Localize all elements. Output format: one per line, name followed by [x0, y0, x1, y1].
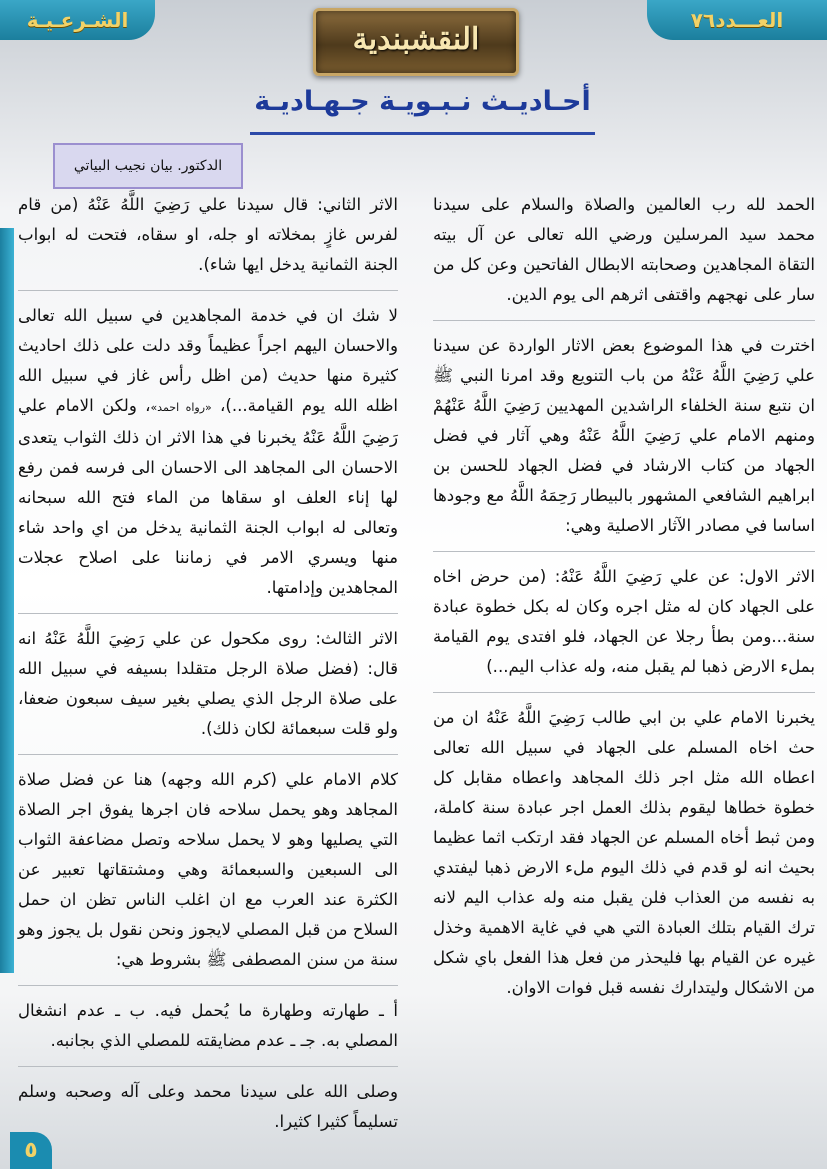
section-tab: الشـرعـيـة: [0, 0, 155, 40]
divider: [18, 290, 398, 291]
magazine-logo: النقشبندية: [313, 8, 519, 76]
divider: [18, 613, 398, 614]
article-title: أحـاديـث نـبـويـة جـهـاديـة: [254, 86, 591, 117]
divider: [18, 1066, 398, 1067]
intro-paragraph: الحمد لله رب العالمين والصلاة والسلام على سيدنا محمد سيد المرسلين ورضي الله تعالى عن آل بيته التقاة المجاهدين وصحابته الابطال الفاتحين وعن كل من سار على نهجهم واقتفى اثرهم الى يوم الدين.: [433, 195, 815, 304]
explanation-text-a: لا شك ان في خدمة المجاهدين في سبيل الله تعالى والاحسان اليهم اجراً عظيماً وقد دلت على ذلك احاديث كثيرة منها حديث (من اظل رأس غاز في سبيل الله اظله الله يوم القيامة...)،: [18, 306, 399, 415]
second-athar-explanation: [18, 301, 398, 613]
issue-tab: العـــدد٧٦: [647, 0, 827, 40]
right-column: [433, 190, 815, 1013]
page-number: ٥: [10, 1132, 52, 1169]
side-accent-bar: [0, 228, 14, 973]
divider: [433, 692, 815, 693]
divider: [18, 754, 398, 755]
hadith-reference: «رواه احمد»: [150, 401, 212, 414]
sources-paragraph: اخترت في هذا الموضوع بعض الاثار الواردة عن سيدنا علي رَضِيَ اللَّهُ عَنْهُ من باب التنويع وقد امرنا النبي ﷺ ان نتبع سنة الخلفاء الراشدين المهديين رَضِيَ اللَّهُ عَنْهُمْ ومنهم الامام علي رَضِيَ اللَّهُ عَنْهُ وهي آثار في فضل الجهاد من كتاب الارشاد في فضل الجهاد للحسن بن ابراهيم الشافعي المشهور بالبيطار رَحِمَهُ اللَّهُ مع وجودها اساسا في مصادر الآثار الاصلية وهي:: [433, 336, 815, 535]
explanation-text-b: ، ولكن الامام علي رَضِيَ اللَّهُ عَنْهُ يخبرنا في هذا الاثر ان ذلك الثواب يتعدى الاحسان الى المجاهد الى الاحسان الى فرسه فمن رفع لها إناء العلف او سقاها من الماء فتح الله سبحانه وتعالى له ابواب الجنة الثمانية يدخل من اي واحد شاء منها ويسري الامر في زماننا على اصلاح عجلات المجاهدين وإدامتها.: [18, 396, 398, 597]
title-underline: [250, 132, 595, 135]
first-athar-paragraph: الاثر الاول: عن علي رَضِيَ اللَّهُ عَنْهُ: (من حرض اخاه على الجهاد كان له مثل اجره وكان له بكل خطوة عبادة سنة...ومن بطأ رجلا عن الجهاد، فلو افتدى يوم القيامة بملء الارض ذهبا لم يقبل منه، وله عذاب اليم...): [433, 567, 815, 676]
conditions-list: أ ـ طهارته وطهارة ما يُحمل فيه. ب ـ عدم انشغال المصلي به. جـ ـ عدم مضايقته للمصلي الذي بجانبه.: [18, 1001, 398, 1050]
third-athar-explanation: كلام الامام علي (كرم الله وجهه) هنا عن فضل صلاة المجاهد وهو يحمل سلاحه فان اجرها يفوق اجر الصلاة التي يصليها وهو لا يحمل سلاحه وتصل مضاعفة الثواب الى السبعين والسبعمائة وهي ومشتقاتها تعبير عن الكثرة عند العرب مع ان اغلب الناس تظن ان حمل السلاح من قبل المصلي لايجوز ونحن نقول بل يجوز وهو سنة من سنن المصطفى ﷺ بشروط هي:: [18, 770, 398, 969]
divider: [433, 320, 815, 321]
divider: [433, 551, 815, 552]
first-athar-explanation: يخبرنا الامام علي بن ابي طالب رَضِيَ اللَّهُ عَنْهُ ان من حث اخاه المسلم على الجهاد في سبيل الله تعالى اعطاه الله مثل اجر ذلك المجاهد واعطاه مقابل كل خطوة خطاها ليقوم بذلك العمل اجر عبادة سنة كاملة، ومن ثبط أخاه المسلم عن الجهاد فقد ارتكب اثما عظيما بحيث انه لو قدم في ذلك اليوم ملء الارض ذهبا ليفتدي به نفسه من العذاب فلن يقبل منه وله عذاب اليم لانه ترك القيام بتلك العبادة التي هي في غاية الاهمية وخذل غيره عن القيام بها فليحذر من فعل هذا الفعل باي شكل من الاشكال وليتدارك نفسه قبل فوات الاوان.: [433, 708, 815, 997]
left-column: [18, 190, 398, 1147]
third-athar-paragraph: الاثر الثالث: روى مكحول عن علي رَضِيَ اللَّهُ عَنْهُ انه قال: (فضل صلاة الرجل متقلدا بسيفه في سبيل الله على صلاة الرجل الذي يصلي بغير سيف سبعون ضعفا، ولو قلت سبعمائة لكان ذلك).: [18, 629, 398, 738]
closing-prayer: وصلى الله على سيدنا محمد وعلى آله وصحبه وسلم تسليماً كثيرا كثيرا.: [18, 1082, 398, 1131]
divider: [18, 985, 398, 986]
second-athar-paragraph: الاثر الثاني: قال سيدنا علي رَضِيَ اللَّهُ عَنْهُ (من قام لفرس غازٍ بمخلاته او جله، او سقاه، فتحت له ابواب الجنة الثمانية يدخل ايها شاء).: [18, 195, 398, 274]
author-box: الدكتور. بيان نجيب البياتي: [53, 143, 243, 189]
